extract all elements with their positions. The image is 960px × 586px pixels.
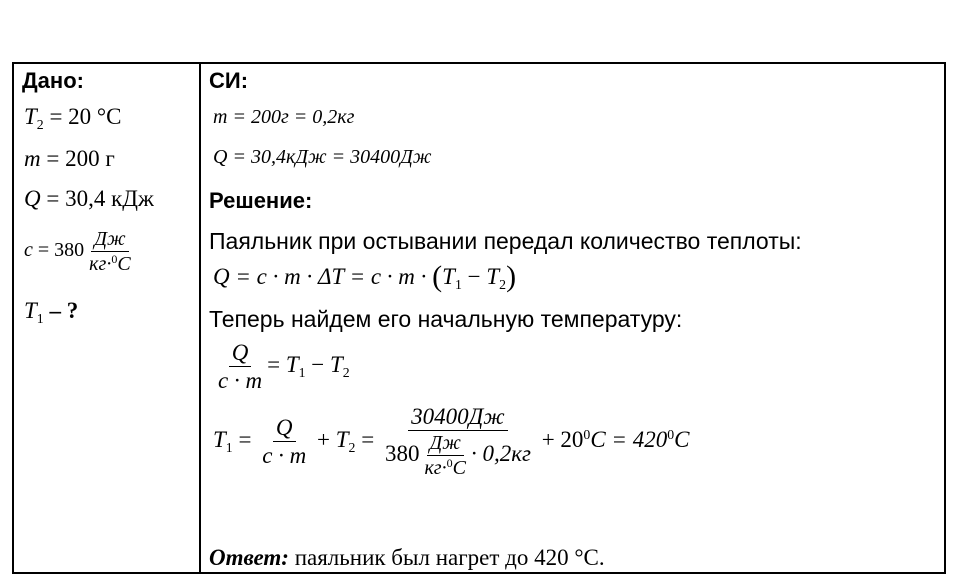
given-header: Дано: xyxy=(22,68,84,93)
si-line-heat xyxy=(213,146,431,169)
res-bden-fden-end: C xyxy=(452,457,466,480)
res-fnum: Q xyxy=(275,414,293,440)
res-eq2: = xyxy=(355,427,380,453)
c-units-fraction xyxy=(86,228,134,275)
q-symbol: Q xyxy=(24,186,41,211)
c-units-den: кг· xyxy=(89,253,112,276)
given-c xyxy=(24,228,136,275)
t2-subscript: 2 xyxy=(36,116,44,132)
res-tail-pre: + 20 xyxy=(535,427,584,453)
res-tail-mid: C = 420 xyxy=(590,427,668,453)
si-mass-text: m = 200г = 0,2кг xyxy=(213,106,355,128)
res-bden-fnum: Дж xyxy=(429,432,461,455)
ratio-minus: − xyxy=(305,352,330,378)
res-bnum: 30400Дж xyxy=(411,404,505,429)
ratio-fraction xyxy=(215,340,265,394)
ratio-eq: = xyxy=(267,352,286,378)
eq1-t2-sub: 2 xyxy=(499,276,507,292)
res-t2: T xyxy=(335,427,349,453)
res-bden-pre: 380 xyxy=(384,441,420,467)
ratio-t2: T xyxy=(330,352,343,378)
t1-symbol: T xyxy=(24,298,37,323)
given-find xyxy=(24,298,78,327)
eq1-t1-sub: 1 xyxy=(454,276,462,292)
m-value: = 200 г xyxy=(46,146,115,171)
ratio-den: c · m xyxy=(218,368,263,394)
find-question: – ? xyxy=(49,298,79,323)
si-heat-text: Q = 30,4кДж = 30400Дж xyxy=(213,146,432,168)
c-value: = 380 xyxy=(37,239,85,262)
res-tail-sup2: 0 xyxy=(667,426,675,442)
res-t1: T xyxy=(213,427,226,453)
res-bden-fden: кг· xyxy=(424,457,447,480)
t2-symbol: T xyxy=(24,104,37,129)
t2-value: = 20 °C xyxy=(49,104,122,129)
res-fraction-q xyxy=(259,415,309,469)
q-value: = 30,4 кДж xyxy=(46,186,154,211)
equation-ratio xyxy=(213,340,350,394)
given-column xyxy=(14,64,199,572)
c-units-celsius: C xyxy=(117,253,131,276)
eq1-t1: T xyxy=(442,264,455,289)
answer-line xyxy=(209,544,605,571)
res-fden: c · m xyxy=(262,443,307,469)
c-units-num: Дж xyxy=(94,228,126,250)
res-bden-fraction xyxy=(421,432,469,479)
t1-subscript: 1 xyxy=(36,310,44,326)
eq1-lhs: Q = c · m · ΔT = c · m · xyxy=(213,264,427,289)
res-eq: = xyxy=(232,427,258,453)
res-t2-sub: 2 xyxy=(348,439,356,455)
res-fraction-big xyxy=(382,404,534,479)
given-q xyxy=(24,186,154,212)
res-tail-end: C xyxy=(674,427,690,453)
eq1-minus: − xyxy=(461,264,487,289)
res-tail-sup1: 0 xyxy=(583,426,591,442)
res-plus: + xyxy=(311,427,336,453)
answer-label: Ответ: xyxy=(209,545,289,570)
ratio-t2-sub: 2 xyxy=(342,364,350,380)
c-units-degree: 0 xyxy=(111,252,118,266)
solution-text-1: Паяльник при остывании передал количество теплоты: xyxy=(209,228,802,254)
answer-text: паяльник был нагрет до 420 °C. xyxy=(288,545,605,570)
equation-heat: $Q = c \cdot m \cdot \Delta T = c \cdot m \cdot (T_1 - T_2)$ xyxy=(213,260,517,293)
solution-header: Решение: xyxy=(209,188,313,213)
eq1-t2: T xyxy=(486,264,500,289)
given-m xyxy=(24,146,115,172)
equation-result xyxy=(213,404,689,479)
solution-text-2: Теперь найдем его начальную температуру: xyxy=(209,306,683,332)
ratio-num: Q xyxy=(231,340,249,365)
res-t1-sub: 1 xyxy=(225,439,233,455)
si-line-mass xyxy=(213,106,354,129)
solution-sheet xyxy=(12,62,946,574)
ratio-t1: T xyxy=(285,352,299,378)
m-symbol: m xyxy=(24,146,41,171)
solution-column xyxy=(201,64,944,572)
si-header: СИ: xyxy=(209,68,249,93)
c-symbol: c xyxy=(24,239,33,262)
res-bden-fden-sup: 0 xyxy=(446,456,453,471)
given-t2 xyxy=(24,104,121,133)
res-bden-post: · 0,2кг xyxy=(470,441,531,467)
ratio-t1-sub: 1 xyxy=(298,364,306,380)
